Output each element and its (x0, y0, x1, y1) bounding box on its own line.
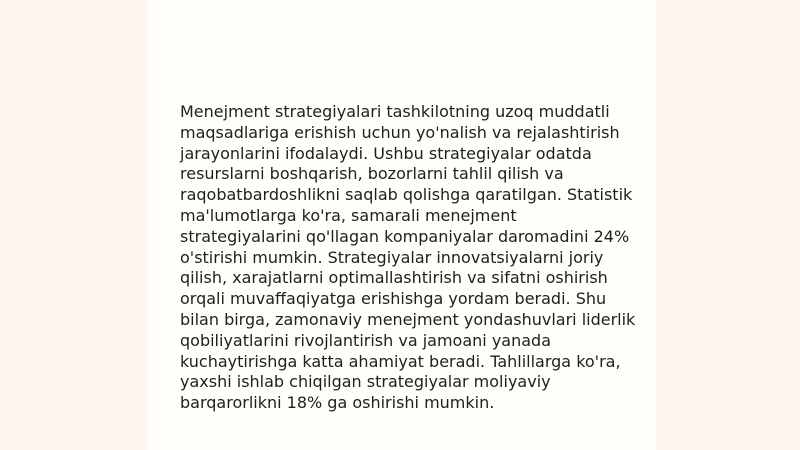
body-paragraph: Menejment strategiyalari tashkilotning uzoq muddatli maqsadlariga erishish uchun yo'nalish va rejalashtirish jarayonlarini ifodalaydi. Ushbu strategiyalar odatda resurslarni boshqarish, bozorlarni tahlil qilish va raqobatbardoshlikni saqlab qolishga qaratilgan. Statistik ma'lumotlarga ko'ra, samarali menejment strategiyalarini qo'llagan kompaniyalar daromadini 24% o'stirishi mumkin. Strategiyalar innovatsiyalarni joriy qilish, xarajatlarni optimallashtirish va sifatni oshirish orqali muvaffaqiyatga erishishga yordam beradi. Shu bilan birga, zamonaviy menejment yondashuvlari liderlik qobiliyatlarini rivojlantirish va jamoani yanada kuchaytirishga katta ahamiyat beradi. Tahlillarga ko'ra, yaxshi ishlab chiqilgan strategiyalar moliyaviy barqarorlikni 18% ga oshirishi mumkin. (180, 102, 636, 413)
document-page (148, 0, 656, 450)
